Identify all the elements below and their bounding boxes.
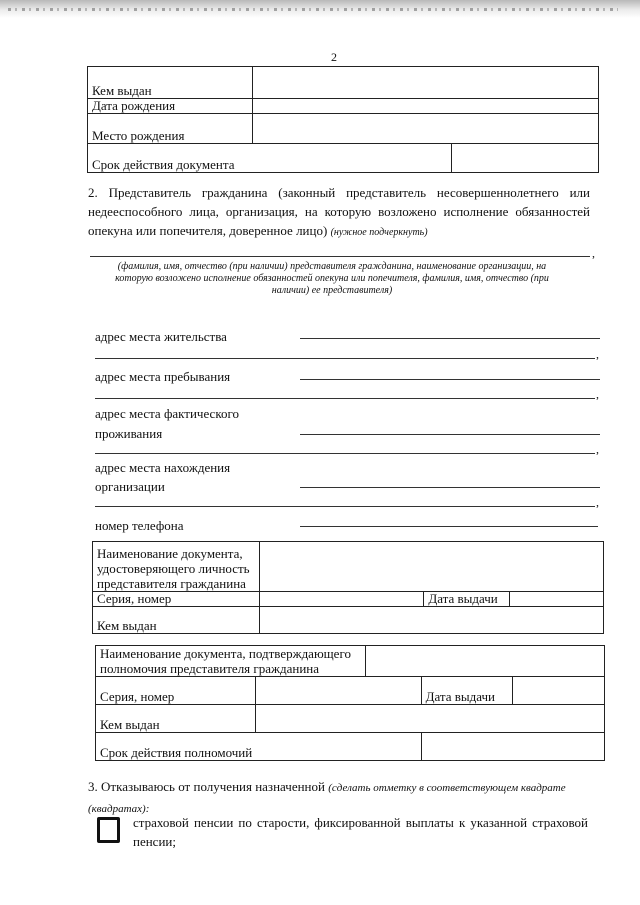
section3-hint: (сделать отметку в соответствующем квадрате (квадратах): bbox=[88, 782, 566, 815]
address-org-line-1[interactable] bbox=[300, 487, 600, 488]
representative-name-line[interactable] bbox=[90, 256, 590, 257]
address-actual-label-1: адрес места фактического bbox=[95, 406, 239, 421]
rep-doc-name-line-3: представителя гражданина bbox=[97, 576, 246, 591]
address-stay-label: адрес места пребывания bbox=[95, 369, 231, 384]
rep-issue-date-label: Дата выдачи bbox=[424, 592, 510, 607]
rep-issue-date-field[interactable] bbox=[510, 592, 604, 607]
pension-refusal-checkbox[interactable] bbox=[97, 817, 120, 843]
address-residence-label: адрес места жительства bbox=[95, 329, 227, 344]
rep-issued-by-label: Кем выдан bbox=[93, 607, 260, 634]
rep-doc-name-label bbox=[93, 542, 260, 592]
section3-text: 3. Отказываюсь от получения назначенной bbox=[88, 779, 325, 794]
comma-mark: , bbox=[596, 347, 599, 361]
caption-line-3: наличии) ее представителя) bbox=[271, 285, 393, 296]
birth-place-label: Место рождения bbox=[88, 114, 253, 144]
authority-doc-name-line-2: полномочия представителя гражданина bbox=[100, 661, 320, 676]
caption-line-1: (фамилия, имя, отчество (при наличии) представителя гражданина, наименование организации, на bbox=[117, 261, 547, 272]
address-actual-line-2[interactable] bbox=[95, 453, 595, 454]
phone-label: номер телефона bbox=[95, 518, 184, 533]
representative-caption bbox=[92, 261, 572, 297]
address-stay-line-1[interactable] bbox=[300, 379, 600, 380]
address-org-label-2: организации bbox=[95, 479, 165, 494]
section2-hint: (нужное подчеркнуть) bbox=[330, 227, 428, 238]
validity-field[interactable] bbox=[452, 144, 599, 173]
issued-by-field[interactable] bbox=[252, 67, 598, 99]
rep-doc-name-line-2: удостоверяющего личность bbox=[97, 561, 250, 576]
representative-id-table bbox=[92, 541, 604, 634]
address-residence-line-1[interactable] bbox=[300, 338, 600, 339]
address-actual-label-2: проживания bbox=[95, 426, 163, 441]
section2-text: 2. Представитель гражданина (законный представитель несовершеннолетнего или недееспособного лица, организация, на которую возложено исполнение обязанностей опекуна или попечителя, доверенное лицо) bbox=[88, 185, 590, 238]
validity-label: Срок действия документа bbox=[88, 144, 452, 173]
authority-issued-by-field[interactable] bbox=[255, 705, 604, 733]
phone-line[interactable] bbox=[300, 526, 598, 527]
birth-place-field[interactable] bbox=[252, 114, 598, 144]
comma-mark: , bbox=[596, 495, 599, 509]
authority-issue-date-field[interactable] bbox=[513, 677, 605, 705]
issued-by-label: Кем выдан bbox=[88, 67, 253, 99]
rep-issued-by-field[interactable] bbox=[259, 607, 603, 634]
authority-doc-name-field[interactable] bbox=[365, 646, 604, 677]
authority-series-label: Серия, номер bbox=[96, 677, 256, 705]
address-stay-line-2[interactable] bbox=[95, 398, 595, 399]
rep-doc-name-field[interactable] bbox=[259, 542, 603, 592]
authority-doc-name-line-1: Наименование документа, подтверждающего bbox=[100, 646, 351, 661]
comma-mark: , bbox=[596, 387, 599, 401]
caption-line-2: которую возложено исполнение обязанностей опекуна или попечителя, фамилия, имя, отчество (при bbox=[115, 273, 549, 284]
authority-issued-by-label: Кем выдан bbox=[96, 705, 256, 733]
page-number: 2 bbox=[331, 50, 337, 64]
rep-series-label: Серия, номер bbox=[93, 592, 260, 607]
authority-doc-name-label bbox=[96, 646, 366, 677]
pension-refusal-option-label: страховой пенсии по старости, фиксированной выплаты к указанной страховой пенсии; bbox=[133, 815, 588, 849]
scan-noise bbox=[8, 8, 618, 11]
rep-doc-name-line-1: Наименование документа, bbox=[97, 546, 243, 561]
authority-series-field[interactable] bbox=[255, 677, 421, 705]
address-actual-line-1[interactable] bbox=[300, 434, 600, 435]
address-org-line-2[interactable] bbox=[95, 506, 595, 507]
address-residence-line-2[interactable] bbox=[95, 358, 595, 359]
birth-date-field[interactable] bbox=[252, 99, 598, 114]
birth-date-label: Дата рождения bbox=[88, 99, 253, 114]
rep-series-field[interactable] bbox=[259, 592, 423, 607]
section2-paragraph bbox=[88, 183, 590, 242]
document-table bbox=[87, 66, 599, 173]
authority-issue-date-label: Дата выдачи bbox=[421, 677, 513, 705]
address-org-label-1: адрес места нахождения bbox=[95, 460, 231, 475]
authority-table bbox=[95, 645, 605, 761]
authority-term-label: Срок действия полномочий bbox=[96, 733, 422, 761]
comma-mark: , bbox=[592, 246, 595, 260]
scan-shadow bbox=[0, 0, 640, 18]
authority-term-field[interactable] bbox=[421, 733, 604, 761]
comma-mark: , bbox=[596, 442, 599, 456]
